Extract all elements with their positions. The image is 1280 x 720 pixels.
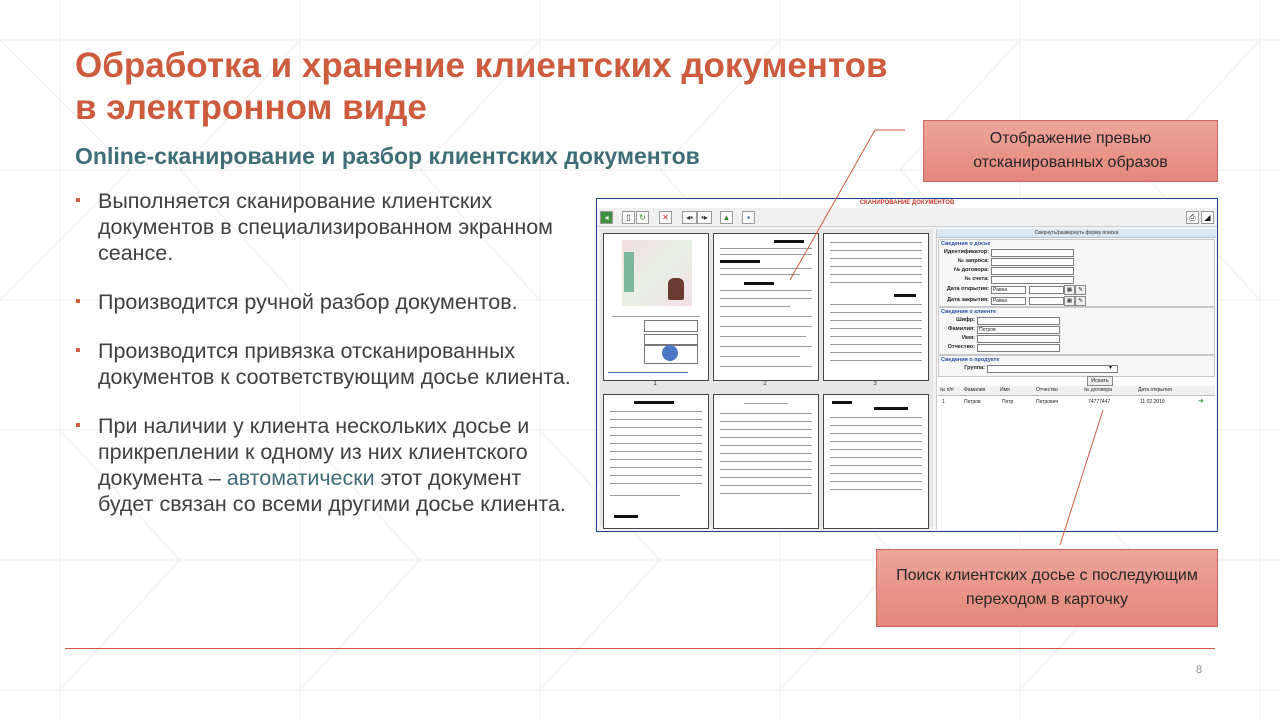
first-name-input[interactable] xyxy=(977,335,1060,343)
bullet-text-part2: этот документ будет связан со всеми другими досье клиента. xyxy=(98,466,566,516)
thumb-line xyxy=(830,473,922,474)
export-icon[interactable]: ▲ xyxy=(720,211,733,224)
thumb-line xyxy=(830,344,922,345)
thumb-line xyxy=(744,403,788,404)
field-label: Группа: xyxy=(964,365,985,371)
move-right-icon[interactable]: ▪▸ xyxy=(697,211,712,224)
product-section xyxy=(938,355,1215,377)
date-open-input[interactable] xyxy=(1029,286,1064,294)
collapse-form-toggle[interactable]: Свернуть/развернуть форму поиска xyxy=(937,229,1216,238)
thumb-line xyxy=(720,290,812,291)
thumb-line xyxy=(720,485,812,486)
bullet-item xyxy=(75,413,575,517)
table-row[interactable] xyxy=(938,396,1215,406)
open-card-icon[interactable]: ➜ xyxy=(1198,398,1204,405)
passport-stripe xyxy=(624,252,634,292)
thumb-line xyxy=(610,483,702,484)
bullet-marker-icon: ▪ xyxy=(75,342,81,359)
thumb-line xyxy=(830,441,922,442)
thumb-line xyxy=(830,328,922,329)
thumb-line xyxy=(610,459,702,460)
thumb-line xyxy=(830,258,922,259)
field-label: Имя: xyxy=(961,335,975,341)
dossier-section-title: Сведения о досье xyxy=(941,241,991,247)
thumb-line xyxy=(720,298,812,299)
bullet-text-part1: При наличии у клиента нескольких досье и прикреплении к одному из них клиентского документа – xyxy=(98,414,530,490)
back-icon[interactable]: ◂ xyxy=(600,211,613,224)
scan-icon[interactable]: ◢ xyxy=(1201,211,1214,224)
app-screenshot xyxy=(596,198,1218,532)
calendar-icon[interactable]: ▦ xyxy=(1064,285,1075,295)
thumb-line xyxy=(830,360,922,361)
thumbnail-page[interactable] xyxy=(713,233,819,381)
thumb-line xyxy=(610,419,702,420)
search-button[interactable]: Искать xyxy=(1087,376,1113,386)
table-cell: Петров xyxy=(964,399,981,405)
date-open-operator-select[interactable]: Равна xyxy=(991,286,1026,294)
thumb-line xyxy=(720,445,812,446)
thumb-line xyxy=(720,413,812,414)
field-label: Шифр: xyxy=(956,317,975,323)
delete-icon[interactable]: ✕ xyxy=(659,211,672,224)
page-number: 8 xyxy=(1196,664,1203,676)
thumb-line xyxy=(610,495,680,496)
clear-date-icon[interactable]: ✎ xyxy=(1075,285,1086,295)
bullet-text: Производится привязка отсканированных документов к соответствующим досье клиента. xyxy=(98,339,571,389)
thumb-line xyxy=(612,316,700,317)
new-document-icon[interactable]: ▯ xyxy=(622,211,635,224)
thumb-line xyxy=(830,320,922,321)
bullet-marker-icon: ▪ xyxy=(75,293,81,310)
slide-subtitle: Online-сканирование и разбор клиентских документов xyxy=(75,143,700,169)
app-window-title: СКАНИРОВАНИЕ ДОКУМЕНТОВ xyxy=(597,199,1217,208)
thumb-line xyxy=(720,453,812,454)
thumbnail-page[interactable] xyxy=(823,233,929,381)
print-icon[interactable]: ⎙ xyxy=(1186,211,1199,224)
chevron-down-icon: ▾ xyxy=(1109,365,1113,371)
thumbnail-number: 2 xyxy=(763,381,767,387)
thumb-line xyxy=(720,274,800,275)
table-header: № договора xyxy=(1084,387,1112,393)
thumb-line xyxy=(830,312,922,313)
table-header: Отчество xyxy=(1036,387,1058,393)
field-label: № договора: xyxy=(953,267,989,273)
table-cell: 1 xyxy=(942,399,945,405)
thumb-line xyxy=(720,421,812,422)
thumb-line xyxy=(720,268,812,269)
cipher-input[interactable] xyxy=(977,317,1060,325)
thumb-line xyxy=(830,425,922,426)
table-header: Имя xyxy=(1000,387,1010,393)
thumb-line xyxy=(830,433,922,434)
thumb-line xyxy=(610,475,702,476)
bullet-text: Выполняется сканирование клиентских документов в специализированном экранном сеансе. xyxy=(98,189,553,265)
thumbnail-number: 3 xyxy=(873,381,877,387)
product-section-title: Сведения о продукте xyxy=(941,357,1000,363)
field-label: Идентификатор: xyxy=(943,249,989,255)
thumb-line xyxy=(720,346,812,347)
field-label: Дата закрытия: xyxy=(947,297,989,303)
bullet-marker-icon: ▪ xyxy=(75,192,81,209)
patronymic-input[interactable] xyxy=(977,344,1060,352)
callout-preview-text: Отображение превью отсканированных образов xyxy=(973,130,1168,171)
request-number-input[interactable] xyxy=(991,258,1074,266)
thumb-line xyxy=(720,326,812,327)
thumb-redaction xyxy=(774,240,804,243)
search-form xyxy=(936,229,1216,529)
table-header-row xyxy=(938,386,1215,396)
thumbnail-number: 1 xyxy=(653,381,657,387)
client-section-title: Сведения о клиенте xyxy=(941,309,997,315)
thumb-line xyxy=(610,451,702,452)
surname-input[interactable]: Петров xyxy=(977,326,1060,334)
thumb-line xyxy=(610,427,702,428)
thumb-line xyxy=(720,437,812,438)
identifier-input[interactable] xyxy=(991,249,1074,257)
bullet-item xyxy=(75,188,575,266)
thumb-line xyxy=(610,467,702,468)
thumb-redaction xyxy=(874,407,908,410)
thumb-line xyxy=(720,477,812,478)
thumb-line xyxy=(720,356,800,357)
thumb-line xyxy=(720,336,806,337)
passport-photo xyxy=(668,278,684,300)
thumb-line xyxy=(830,336,922,337)
thumb-line xyxy=(720,469,812,470)
thumbnail-page[interactable] xyxy=(823,394,929,529)
refresh-icon[interactable]: ↻ xyxy=(636,211,649,224)
clear-date-icon[interactable]: ✎ xyxy=(1075,296,1086,306)
thumb-line xyxy=(830,457,922,458)
thumb-redaction xyxy=(614,515,638,518)
thumb-line xyxy=(830,481,922,482)
thumb-line xyxy=(720,461,812,462)
thumb-line xyxy=(830,250,922,251)
contract-number-input[interactable] xyxy=(991,267,1074,275)
slide-title xyxy=(75,45,1055,129)
thumb-line xyxy=(830,352,922,353)
table-header: № п/п xyxy=(940,387,954,393)
bullet-item xyxy=(75,289,575,315)
field-label: № запроса: xyxy=(957,258,989,264)
field-label: Отчество: xyxy=(947,344,975,350)
field-label: Дата открытия: xyxy=(946,286,989,292)
bullet-highlight: автоматически xyxy=(226,466,375,490)
thumb-line xyxy=(610,443,702,444)
thumb-line xyxy=(830,489,922,490)
thumbnail-page[interactable] xyxy=(603,394,709,529)
thumb-line xyxy=(720,316,812,317)
bullet-marker-icon: ▪ xyxy=(75,417,81,434)
table-header: Дата открытия xyxy=(1138,387,1172,393)
thumb-line xyxy=(610,435,702,436)
bullet-list xyxy=(75,188,575,540)
callout-search-text: Поиск клиентских досье с последующим переходом в карточку xyxy=(896,567,1198,608)
table-cell: 11.02.2019 xyxy=(1140,399,1165,405)
table-header: Фамилия xyxy=(964,387,986,393)
callout-search xyxy=(876,549,1218,627)
thumb-redaction xyxy=(720,260,760,263)
field-label: № счета: xyxy=(964,276,989,282)
group-select[interactable] xyxy=(987,365,1118,373)
dossier-section xyxy=(938,239,1215,307)
app-toolbar xyxy=(597,208,1217,227)
thumb-line xyxy=(830,266,922,267)
thumb-line xyxy=(720,429,812,430)
thumb-line xyxy=(720,306,790,307)
account-number-input[interactable] xyxy=(991,276,1074,284)
footer-divider xyxy=(65,648,1215,649)
thumb-redaction xyxy=(894,294,916,297)
thumb-line xyxy=(830,304,922,305)
field-label: Фамилия: xyxy=(947,326,975,332)
date-close-operator-select[interactable]: Равна xyxy=(991,297,1026,305)
thumb-line xyxy=(720,254,812,255)
calendar-icon[interactable]: ▦ xyxy=(1064,296,1075,306)
table-cell: 74777447 xyxy=(1088,399,1111,405)
thumbnail-page[interactable] xyxy=(713,394,819,529)
thumb-line xyxy=(610,411,702,412)
thumb-line xyxy=(830,465,922,466)
client-section xyxy=(938,307,1215,355)
thumb-redaction xyxy=(832,401,852,404)
thumb-line xyxy=(720,366,812,367)
save-icon[interactable]: ▪ xyxy=(742,211,755,224)
bullet-text: Производится ручной разбор документов. xyxy=(98,290,518,314)
thumb-redaction xyxy=(744,282,774,285)
date-close-input[interactable] xyxy=(1029,297,1064,305)
results-table xyxy=(938,386,1215,406)
table-cell: Петр xyxy=(1002,399,1014,405)
thumb-redaction xyxy=(634,401,674,404)
slide-title-line2: в электронном виде xyxy=(75,88,427,127)
thumb-line xyxy=(720,248,812,249)
signature-box xyxy=(644,320,698,332)
callout-preview xyxy=(923,120,1218,182)
thumb-line xyxy=(608,372,688,373)
bullet-item xyxy=(75,338,575,390)
thumb-line xyxy=(830,274,922,275)
thumb-line xyxy=(830,242,922,243)
thumb-line xyxy=(830,417,922,418)
thumb-line xyxy=(830,449,922,450)
thumb-line xyxy=(830,282,922,283)
stamp-icon xyxy=(662,345,678,361)
thumbnail-grid xyxy=(600,229,933,527)
thumbnail-page[interactable] xyxy=(603,233,709,381)
thumb-line xyxy=(720,493,812,494)
table-cell: Петрович xyxy=(1036,399,1059,405)
move-left-icon[interactable]: ◂▪ xyxy=(682,211,697,224)
slide-title-line1: Обработка и хранение клиентских документов xyxy=(75,46,888,85)
